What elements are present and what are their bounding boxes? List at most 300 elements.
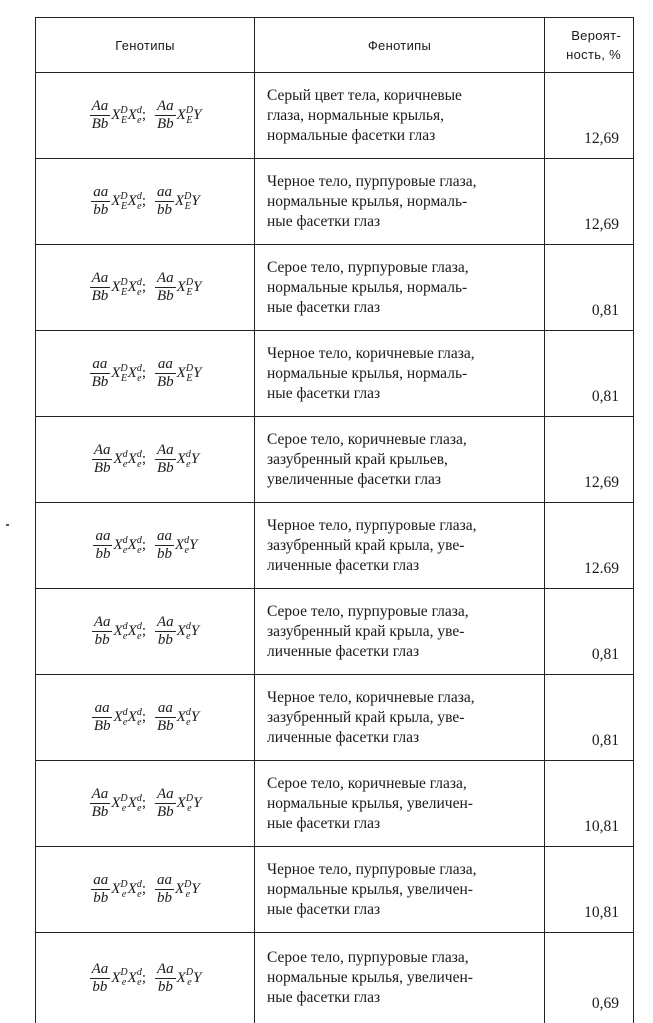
x-letter: X xyxy=(177,365,186,382)
genotype-cell xyxy=(36,73,255,159)
x-chromosome xyxy=(177,107,193,123)
fraction-numerator: aa xyxy=(91,184,110,202)
phenotype-line: Серое тело, коричневые глаза, xyxy=(267,774,534,794)
y-letter: Y xyxy=(193,107,201,124)
probability-cell: 0,81 xyxy=(545,589,634,675)
fraction-numerator: Aa xyxy=(155,442,176,460)
x-letter: X xyxy=(111,795,120,812)
probability-cell: 12,69 xyxy=(545,159,634,245)
fraction-numerator: Aa xyxy=(90,98,111,116)
fraction-denominator: Bb xyxy=(155,804,176,821)
allele-subscript: E xyxy=(120,374,127,384)
x-chromosome xyxy=(111,365,127,381)
x-letter: X xyxy=(128,709,137,726)
y-letter: Y xyxy=(193,365,201,382)
allele-subscript: e xyxy=(137,632,142,642)
fraction-denominator: bb xyxy=(155,546,174,563)
allele-scripts xyxy=(186,278,193,298)
allele-superscript: d xyxy=(137,106,142,116)
fraction-numerator: aa xyxy=(155,356,176,374)
fraction-numerator: aa xyxy=(90,356,111,374)
fraction-numerator: Aa xyxy=(155,614,176,632)
x-chromosome xyxy=(111,795,127,811)
allele-superscript: d xyxy=(186,622,191,632)
x-letter: X xyxy=(177,795,186,812)
x-letter: X xyxy=(111,107,120,124)
y-letter: Y xyxy=(193,279,201,296)
phenotype-cell xyxy=(255,417,545,503)
table-row xyxy=(36,159,634,245)
allele-superscript: D xyxy=(186,278,193,288)
genotype-fraction xyxy=(90,961,111,996)
phenotype-line: личенные фасетки глаз xyxy=(267,728,534,748)
y-letter: Y xyxy=(191,709,199,726)
fraction-numerator: Aa xyxy=(92,614,113,632)
probability-cell: 12.69 xyxy=(545,503,634,589)
table-header-row xyxy=(36,18,634,73)
phenotype-line: Черное тело, коричневые глаза, xyxy=(267,688,534,708)
fraction-denominator: bb xyxy=(155,890,174,907)
x-letter: X xyxy=(175,881,184,898)
genotype-table xyxy=(35,17,634,1023)
allele-subscript: e xyxy=(123,718,128,728)
allele-subscript: E xyxy=(186,116,193,126)
phenotype-cell xyxy=(255,503,545,589)
y-letter: Y xyxy=(191,193,199,210)
genotype-cell xyxy=(36,331,255,417)
x-chromosome xyxy=(128,107,142,123)
allele-superscript: d xyxy=(123,536,128,546)
phenotype-line: ные фасетки глаз xyxy=(267,298,534,318)
x-chromosome xyxy=(111,279,127,295)
phenotype-line: зазубренный край крыла, уве- xyxy=(267,536,534,556)
separator: ; xyxy=(142,279,146,296)
fraction-denominator: bb xyxy=(92,632,113,649)
fraction-denominator: Bb xyxy=(155,288,176,305)
phenotype-line: Черное тело, пурпуровые глаза, xyxy=(267,172,534,192)
header-probability-line1: Вероят- xyxy=(571,28,621,43)
x-letter: X xyxy=(128,107,137,124)
allele-subscript: e xyxy=(186,978,193,988)
allele-scripts xyxy=(186,106,193,126)
genotype-fraction xyxy=(155,442,176,477)
x-chromosome xyxy=(111,969,127,985)
allele-subscript: e xyxy=(137,546,142,556)
separator: ; xyxy=(142,709,146,726)
genotype-fraction xyxy=(91,872,110,907)
x-letter: X xyxy=(111,881,120,898)
allele-subscript: e xyxy=(137,978,142,988)
fraction-denominator: bb xyxy=(93,546,112,563)
allele-superscript: d xyxy=(137,364,142,374)
genotype-fraction xyxy=(91,184,110,219)
phenotype-line: Черное тело, пурпуровые глаза, xyxy=(267,516,534,536)
x-chromosome xyxy=(177,969,193,985)
x-chromosome xyxy=(113,537,127,553)
x-chromosome xyxy=(128,795,142,811)
x-letter: X xyxy=(177,709,186,726)
table-row xyxy=(36,761,634,847)
phenotype-line: Серое тело, коричневые глаза, xyxy=(267,430,534,450)
y-letter: Y xyxy=(191,451,199,468)
allele-scripts xyxy=(120,880,127,900)
table-body xyxy=(36,73,634,1023)
x-chromosome xyxy=(177,451,191,467)
x-chromosome xyxy=(111,107,127,123)
fraction-denominator: bb xyxy=(91,890,110,907)
allele-subscript: e xyxy=(137,374,142,384)
table-row xyxy=(36,933,634,1023)
x-chromosome xyxy=(177,365,193,381)
x-letter: X xyxy=(128,451,137,468)
phenotype-line: ные фасетки глаз xyxy=(267,384,534,404)
genotype-fraction xyxy=(93,528,112,563)
allele-subscript: E xyxy=(186,288,193,298)
x-letter: X xyxy=(128,881,137,898)
probability-cell: 12,69 xyxy=(545,73,634,159)
allele-subscript: E xyxy=(184,202,191,212)
fraction-denominator: Bb xyxy=(92,718,113,735)
table-row xyxy=(36,331,634,417)
allele-superscript: d xyxy=(137,278,142,288)
genotype-fraction xyxy=(155,184,174,219)
allele-superscript: D xyxy=(184,880,191,890)
allele-superscript: d xyxy=(186,708,191,718)
genotype-fraction xyxy=(90,98,111,133)
genotype-cell xyxy=(36,417,255,503)
separator: ; xyxy=(142,795,146,812)
allele-superscript: D xyxy=(120,880,127,890)
x-letter: X xyxy=(128,193,137,210)
x-letter: X xyxy=(177,451,186,468)
probability-cell: 10,81 xyxy=(545,847,634,933)
table-row xyxy=(36,675,634,761)
phenotype-line: ные фасетки глаз xyxy=(267,988,534,1008)
fraction-numerator: aa xyxy=(155,872,174,890)
x-letter: X xyxy=(128,795,137,812)
fraction-denominator: Bb xyxy=(90,288,111,305)
phenotype-cell xyxy=(255,245,545,331)
y-letter: Y xyxy=(189,537,197,554)
x-chromosome xyxy=(128,881,142,897)
x-letter: X xyxy=(128,970,137,987)
fraction-numerator: Aa xyxy=(155,961,176,979)
fraction-numerator: Aa xyxy=(90,961,111,979)
allele-subscript: e xyxy=(120,804,127,814)
allele-superscript: D xyxy=(120,794,127,804)
allele-subscript: E xyxy=(120,288,127,298)
allele-superscript: D xyxy=(184,192,191,202)
phenotype-cell xyxy=(255,761,545,847)
allele-superscript: D xyxy=(186,794,193,804)
table-row xyxy=(36,503,634,589)
x-letter: X xyxy=(177,623,186,640)
genotype-fraction xyxy=(155,528,174,563)
probability-cell: 12,69 xyxy=(545,417,634,503)
phenotype-line: глаза, нормальные крылья, xyxy=(267,106,534,126)
genotype-fraction xyxy=(92,614,113,649)
phenotype-cell xyxy=(255,589,545,675)
x-letter: X xyxy=(177,279,186,296)
fraction-numerator: aa xyxy=(93,528,112,546)
x-chromosome xyxy=(113,451,127,467)
y-letter: Y xyxy=(193,970,201,987)
x-chromosome xyxy=(177,279,193,295)
separator: ; xyxy=(142,365,146,382)
x-chromosome xyxy=(128,537,142,553)
allele-superscript: d xyxy=(123,708,128,718)
x-letter: X xyxy=(113,537,122,554)
phenotype-line: зазубренный край крыла, уве- xyxy=(267,622,534,642)
allele-scripts xyxy=(186,968,193,988)
separator: ; xyxy=(142,881,146,898)
allele-subscript: E xyxy=(186,374,193,384)
header-probability xyxy=(545,18,634,73)
table-row xyxy=(36,417,634,503)
separator: ; xyxy=(142,451,146,468)
phenotype-cell xyxy=(255,933,545,1023)
phenotype-line: нормальные крылья, нормаль- xyxy=(267,192,534,212)
allele-scripts xyxy=(120,278,127,298)
separator: ; xyxy=(142,537,146,554)
allele-superscript: d xyxy=(123,622,128,632)
allele-superscript: d xyxy=(137,536,142,546)
allele-scripts xyxy=(120,192,127,212)
x-letter: X xyxy=(113,451,122,468)
phenotype-line: Серое тело, пурпуровые глаза, xyxy=(267,948,534,968)
phenotype-line: Черное тело, коричневые глаза, xyxy=(267,344,534,364)
phenotype-line: личенные фасетки глаз xyxy=(267,642,534,662)
allele-superscript: D xyxy=(120,968,127,978)
phenotype-cell xyxy=(255,331,545,417)
genotype-cell xyxy=(36,675,255,761)
genotype-fraction xyxy=(155,270,176,305)
genotype-fraction xyxy=(90,786,111,821)
header-genotypes: Генотипы xyxy=(36,18,255,73)
allele-superscript: D xyxy=(120,192,127,202)
separator: ; xyxy=(142,623,146,640)
allele-superscript: d xyxy=(137,968,142,978)
x-chromosome xyxy=(177,795,193,811)
fraction-denominator: bb xyxy=(155,202,174,219)
allele-superscript: d xyxy=(137,450,142,460)
x-letter: X xyxy=(128,537,137,554)
allele-superscript: D xyxy=(120,278,127,288)
allele-superscript: D xyxy=(120,364,127,374)
x-chromosome xyxy=(128,623,142,639)
x-chromosome xyxy=(128,365,142,381)
allele-superscript: d xyxy=(137,708,142,718)
genotype-fraction xyxy=(155,872,174,907)
allele-superscript: d xyxy=(137,192,142,202)
phenotype-cell xyxy=(255,73,545,159)
allele-subscript: e xyxy=(137,460,142,470)
allele-superscript: d xyxy=(137,880,142,890)
x-chromosome xyxy=(111,193,127,209)
fraction-numerator: aa xyxy=(155,184,174,202)
genotype-cell xyxy=(36,847,255,933)
genotype-fraction xyxy=(90,270,111,305)
phenotype-line: нормальные крылья, увеличен- xyxy=(267,968,534,988)
allele-subscript: e xyxy=(137,202,142,212)
phenotype-line: нормальные крылья, увеличен- xyxy=(267,794,534,814)
allele-subscript: e xyxy=(186,460,191,470)
y-letter: Y xyxy=(191,623,199,640)
genotype-fraction xyxy=(155,961,176,996)
x-letter: X xyxy=(175,537,184,554)
y-letter: Y xyxy=(191,881,199,898)
allele-superscript: d xyxy=(137,622,142,632)
x-letter: X xyxy=(128,279,137,296)
phenotype-line: зазубренный край крыльев, xyxy=(267,450,534,470)
allele-scripts xyxy=(120,106,127,126)
genotype-fraction xyxy=(90,356,111,391)
allele-subscript: e xyxy=(186,804,193,814)
allele-scripts xyxy=(120,968,127,988)
x-letter: X xyxy=(111,365,120,382)
allele-subscript: e xyxy=(184,546,189,556)
x-chromosome xyxy=(177,623,191,639)
genotype-cell xyxy=(36,761,255,847)
allele-subscript: e xyxy=(137,890,142,900)
fraction-numerator: Aa xyxy=(155,270,176,288)
fraction-numerator: aa xyxy=(155,528,174,546)
phenotype-cell xyxy=(255,847,545,933)
probability-cell: 0,69 xyxy=(545,933,634,1023)
phenotype-line: Серое тело, пурпуровые глаза, xyxy=(267,602,534,622)
fraction-numerator: Aa xyxy=(90,786,111,804)
table-row xyxy=(36,73,634,159)
x-letter: X xyxy=(177,107,186,124)
allele-subscript: e xyxy=(123,460,128,470)
x-chromosome xyxy=(111,881,127,897)
genotype-fraction xyxy=(155,356,176,391)
y-letter: Y xyxy=(193,795,201,812)
x-chromosome xyxy=(177,709,191,725)
fraction-denominator: bb xyxy=(91,202,110,219)
phenotype-line: Серое тело, пурпуровые глаза, xyxy=(267,258,534,278)
allele-superscript: D xyxy=(186,968,193,978)
header-probability-line2: ность, % xyxy=(545,45,621,64)
allele-superscript: d xyxy=(186,450,191,460)
genotype-fraction xyxy=(155,786,176,821)
fraction-numerator: aa xyxy=(155,700,176,718)
fraction-denominator: Bb xyxy=(155,116,176,133)
allele-scripts xyxy=(186,794,193,814)
separator: ; xyxy=(142,970,146,987)
genotype-fraction xyxy=(92,700,113,735)
allele-superscript: d xyxy=(137,794,142,804)
table-row xyxy=(36,245,634,331)
phenotype-line: нормальные крылья, нормаль- xyxy=(267,364,534,384)
x-letter: X xyxy=(111,970,120,987)
x-letter: X xyxy=(128,623,137,640)
genotype-cell xyxy=(36,159,255,245)
allele-subscript: E xyxy=(120,202,127,212)
phenotype-line: нормальные фасетки глаз xyxy=(267,126,534,146)
probability-cell: 0,81 xyxy=(545,331,634,417)
genotype-cell xyxy=(36,245,255,331)
phenotype-line: увеличенные фасетки глаз xyxy=(267,470,534,490)
genotype-fraction xyxy=(155,614,176,649)
allele-superscript: D xyxy=(120,106,127,116)
x-letter: X xyxy=(111,193,120,210)
phenotype-line: ные фасетки глаз xyxy=(267,814,534,834)
x-chromosome xyxy=(175,537,189,553)
x-chromosome xyxy=(128,969,142,985)
separator: ; xyxy=(142,107,146,124)
phenotype-line: нормальные крылья, увеличен- xyxy=(267,880,534,900)
allele-scripts xyxy=(184,192,191,212)
phenotype-line: Черное тело, пурпуровые глаза, xyxy=(267,860,534,880)
allele-subscript: e xyxy=(137,288,142,298)
genotype-cell xyxy=(36,933,255,1023)
allele-superscript: D xyxy=(186,364,193,374)
allele-subscript: e xyxy=(137,718,142,728)
fraction-denominator: Bb xyxy=(90,116,111,133)
fraction-denominator: bb xyxy=(90,979,111,996)
probability-cell: 10,81 xyxy=(545,761,634,847)
allele-scripts xyxy=(120,364,127,384)
phenotype-cell xyxy=(255,159,545,245)
x-chromosome xyxy=(113,623,127,639)
genotype-fraction xyxy=(155,98,176,133)
fraction-denominator: Bb xyxy=(155,374,176,391)
fraction-denominator: bb xyxy=(155,632,176,649)
phenotype-line: Серый цвет тела, коричневые xyxy=(267,86,534,106)
x-chromosome xyxy=(128,279,142,295)
allele-subscript: e xyxy=(186,718,191,728)
phenotype-line: личенные фасетки глаз xyxy=(267,556,534,576)
fraction-denominator: bb xyxy=(155,979,176,996)
allele-superscript: d xyxy=(123,450,128,460)
x-chromosome xyxy=(128,193,142,209)
x-chromosome xyxy=(128,451,142,467)
phenotype-line: ные фасетки глаз xyxy=(267,900,534,920)
x-letter: X xyxy=(111,279,120,296)
allele-subscript: e xyxy=(123,546,128,556)
scan-speck xyxy=(6,524,9,526)
x-letter: X xyxy=(113,709,122,726)
genotype-fraction xyxy=(155,700,176,735)
fraction-denominator: Bb xyxy=(155,718,176,735)
allele-scripts xyxy=(184,880,191,900)
phenotype-cell xyxy=(255,675,545,761)
x-letter: X xyxy=(177,970,186,987)
allele-subscript: e xyxy=(137,116,142,126)
allele-subscript: e xyxy=(120,978,127,988)
genotype-cell xyxy=(36,503,255,589)
allele-subscript: e xyxy=(123,632,128,642)
allele-subscript: e xyxy=(186,632,191,642)
allele-subscript: e xyxy=(137,804,142,814)
fraction-denominator: Bb xyxy=(155,460,176,477)
phenotype-line: зазубренный край крыла, уве- xyxy=(267,708,534,728)
header-phenotypes: Фенотипы xyxy=(255,18,545,73)
table-row xyxy=(36,847,634,933)
table-row xyxy=(36,589,634,675)
phenotype-line: нормальные крылья, нормаль- xyxy=(267,278,534,298)
fraction-numerator: Aa xyxy=(92,442,113,460)
phenotype-line: ные фасетки глаз xyxy=(267,212,534,232)
allele-superscript: D xyxy=(186,106,193,116)
fraction-denominator: Bb xyxy=(92,460,113,477)
allele-subscript: e xyxy=(184,890,191,900)
fraction-numerator: Aa xyxy=(155,786,176,804)
genotype-cell xyxy=(36,589,255,675)
fraction-numerator: Aa xyxy=(90,270,111,288)
fraction-numerator: Aa xyxy=(155,98,176,116)
